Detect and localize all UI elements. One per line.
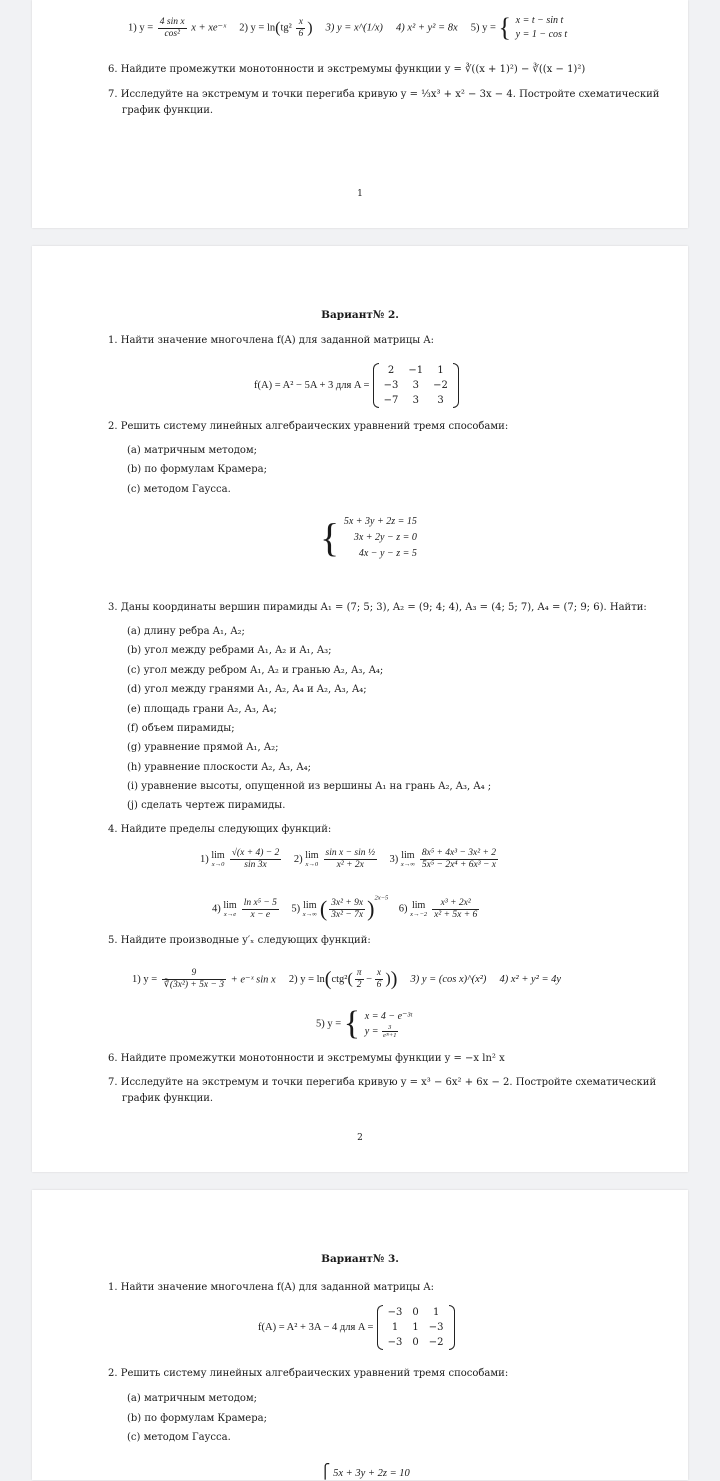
page-number: 2 [357,1133,363,1143]
page1-task7: 7. Исследуйте на экстремум и точки перегиба кривую y = ⅓x³ + x² − 3x − 4. Постройте схематический [108,89,660,100]
matrix-a: −3 0 1 1 1 −3 −3 0 −2 [377,1305,455,1350]
page-number: 1 [357,189,363,199]
subtask-item: (d) угол между гранями A₁, A₂, A₄ и A₂, A₃, A₄; [127,684,367,695]
subtask-item: (a) длину ребра A₁, A₂; [127,626,245,637]
task4-text: 4. Найдите пределы следующих функций: [108,824,332,835]
subtask-item: (e) площадь грани A₂, A₃, A₄; [127,704,277,715]
task6-text: 6. Найдите промежутки монотонности и экстремумы функции y = −x ln² x [108,1053,505,1064]
equation-system: ⎧ 5x + 3y + 2z = 10 [320,1465,410,1480]
task1-text: 1. Найти значение многочлена f(A) для заданной матрицы A: [108,335,435,346]
page-3 [32,1190,688,1480]
subtask-item: (h) уравнение плоскости A₂, A₃, A₄; [127,762,311,773]
matrix-a: 2 −1 1 −3 3 −2 −7 3 3 [373,363,459,408]
page-1 [32,0,688,228]
task7-cont: график функции. [122,1093,214,1104]
subtask-item: (g) уравнение прямой A₁, A₂; [127,742,279,753]
subtask-item: (f) объем пирамиды; [127,723,235,734]
limits-row-2: 4) lim x→e $\frac{\text{ln x⁵ − 5}}{x - e}$ 5) lim x→∞ ( $\frac{\text{3x² + 9x}}{\text{3x² − 7x}}$ )$^{2x-5}$ 6) lim x→−2 $\frac{\text{x³ + 2x²}}{\text{x² + 5x + 6}}$ [212,894,478,921]
subtask-item: (i) уравнение высоты, опущенной из вершины A₁ на грань A₂, A₃, A₄ ; [127,781,492,792]
subtask-item: (j) сделать чертеж пирамиды. [127,800,286,811]
method-item: (c) методом Гаусса. [127,1432,231,1443]
task2-text: 2. Решить систему линейных алгебраических уравнений тремя способами: [108,421,509,432]
derivatives-row-1: 1) y = $\frac{9}{\text{∛(3x²) + 5x − 3}}$ + e⁻ˣ sin x 2) y = ln(ctg²( $\frac{\pi}{2}$ − $\frac{x}{6}$ )) 3) y = (cos x)^(x²) 4) x² + y² = 4y [132,968,562,990]
page-2 [32,246,688,1172]
page1-derivatives-line: 1) y = $\frac{\text{4 sin x}}{\text{cos²}}$ x + xe⁻ˣ 2) y = ln(tg² $\frac{x}{6}$ ) 3) y = x^(1/x) 4) x² + y² = 8x 5) y = { x = t − sin t y = 1 − cos t [128,13,568,42]
page1-task6: 6. Найдите промежутки монотонности и экстремумы функции y = ∛((x + 1)²) − ∛((x − 1)²) [108,64,586,75]
method-item: (a) матричным методом; [127,1393,258,1404]
method-item: (b) по формулам Крамера; [127,1413,267,1424]
variant-title: Вариант№ 2. [321,309,399,321]
task1-text: 1. Найти значение многочлена f(A) для заданной матрицы A: [108,1282,435,1293]
equation-system: { 5x + 3y + 2z = 15 3x + 2y − z = 0 4x − y − z = 5 [320,515,417,560]
subtask-item: (c) угол между ребром A₁, A₂ и гранью A₂, A₃, A₄; [127,665,384,676]
task7-text: 7. Исследуйте на экстремум и точки перегиба кривую y = x³ − 6x² + 6x − 2. Постройте схематический [108,1077,657,1088]
method-item: (b) по формулам Крамера; [127,464,267,475]
subtask-item: (b) угол между ребрами A₁, A₂ и A₁, A₃; [127,645,332,656]
task2-text: 2. Решить систему линейных алгебраических уравнений тремя способами: [108,1368,509,1379]
derivatives-row-2: 5) y = { x = 4 − e⁻³ᵗ y = $\frac{3}{\text{e³ᵗ+1}}$ [316,1005,413,1042]
method-item: (c) методом Гаусса. [127,484,231,495]
task1-formula: f(A) = A² − 5A + 3 для A = 2 −1 1 −3 3 −2 −7 3 3 [254,363,459,408]
task1-formula: f(A) = A² + 3A − 4 для A = −3 0 1 1 1 −3 −3 0 −2 [258,1305,455,1350]
variant-title: Вариант№ 3. [321,1253,399,1265]
limits-row-1: 1) lim x→0 $\frac{√(x + 4) - 2}{\sin 3x}$ 2) lim x→0 $\frac{\text{sin x − sin ½}}{\text{x² + 2x}}$ 3) lim x→∞ $\frac{\text{8x⁵ + 4x³ − 3x² + 2}}{\text{5x⁵ − 2x⁴ + 6x³ − x}}$ [200,848,497,870]
task3-text: 3. Даны координаты вершин пирамиды A₁ = (7; 5; 3), A₂ = (9; 4; 4), A₃ = (4; 5; 7), A₄ = (7; 9; 6). Найти: [108,602,647,613]
task5-text: 5. Найдите производные y′ₓ следующих функций: [108,935,371,946]
page1-task7-cont: график функции. [122,105,214,116]
method-item: (a) матричным методом; [127,445,258,456]
